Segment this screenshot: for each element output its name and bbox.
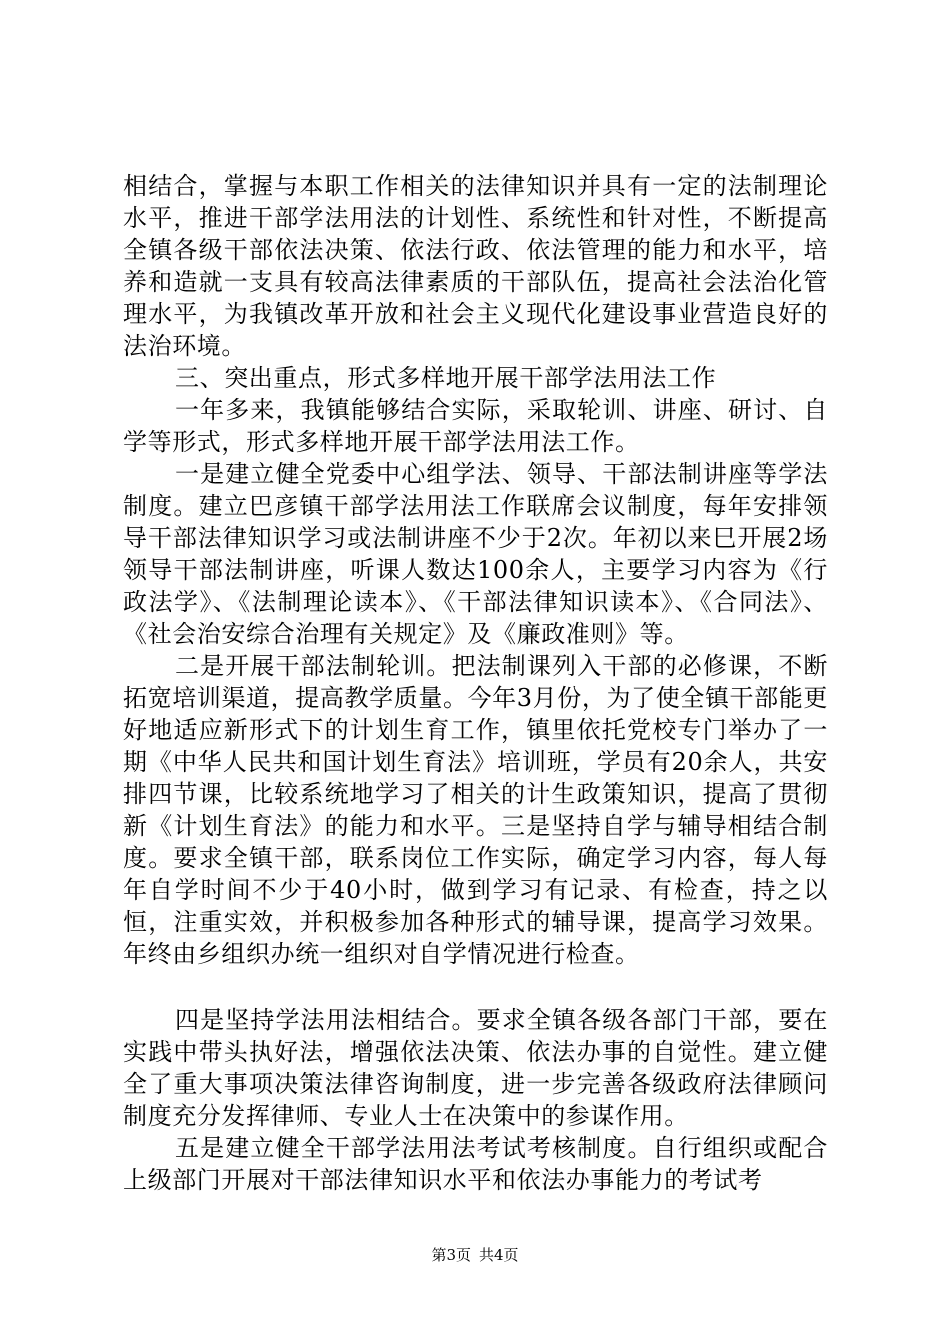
paragraph-item-four: 四是坚持学法用法相结合。要求全镇各级各部门干部，要在实践中带头执好法，增强依法决策、依法办事的自觉性。建立健全了重大事项决策法律咨询制度，进一步完善各级政府法律顾问制度充分发挥律师、专业人士在决策中的参谋作用。 bbox=[123, 1006, 828, 1130]
paragraph-continuation: 相结合，掌握与本职工作相关的法律知识并具有一定的法制理论水平，推进干部学法用法的计划性、系统性和针对性，不断提高全镇各级干部依法决策、依法行政、依法管理的能力和水平，培养和造就一支具有较高法律素质的干部队伍，提高社会法治化管理水平，为我镇改革开放和社会主义现代化建设事业营造良好的法治环境。 bbox=[123, 172, 828, 360]
page-number-total: 共4页 bbox=[479, 1246, 519, 1264]
paragraph-item-two-three: 二是开展干部法制轮训。把法制课列入干部的必修课，不断拓宽培训渠道，提高教学质量。今年3月份，为了使全镇干部能更好地适应新形式下的计划生育工作，镇里依托党校专门举办了一期《中华人民共和国计划生育法》培训班，学员有20余人，共安排四节课，比较系统地学习了相关的计生政策知识，提高了贯彻新《计划生育法》的能力和水平。三是坚持自学与辅导相结合制度。要求全镇干部，联系岗位工作实际，确定学习内容，每人每年自学时间不少于40小时，做到学习有记录、有检查，持之以恒，注重实效，并积极参加各种形式的辅导课，提高学习效果。年终由乡组织办统一组织对自学情况进行检查。 bbox=[123, 652, 828, 968]
document-body bbox=[123, 170, 828, 1196]
page-number-current: 第3页 bbox=[431, 1246, 471, 1264]
section-heading-three: 三、突出重点，形式多样地开展干部学法用法工作 bbox=[175, 364, 717, 392]
page-footer bbox=[0, 1245, 950, 1265]
paragraph-item-five: 五是建立健全干部学法用法考试考核制度。自行组织或配合上级部门开展对干部法律知识水平和依法办事能力的考试考 bbox=[123, 1134, 828, 1194]
paragraph-item-one: 一是建立健全党委中心组学法、领导、干部法制讲座等学法制度。建立巴彦镇干部学法用法工作联席会议制度，每年安排领导干部法律知识学习或法制讲座不少于2次。年初以来巳开展2场领导干部法制讲座，听课人数达100余人，主要学习内容为《行政法学》、《法制理论读本》、《干部法律知识读本》、《合同法》、《社会治安综合治理有关规定》及《廉政准则》等。 bbox=[123, 460, 828, 648]
paragraph-overview: 一年多来，我镇能够结合实际，采取轮训、讲座、研讨、自学等形式，形式多样地开展干部学法用法工作。 bbox=[123, 396, 828, 456]
